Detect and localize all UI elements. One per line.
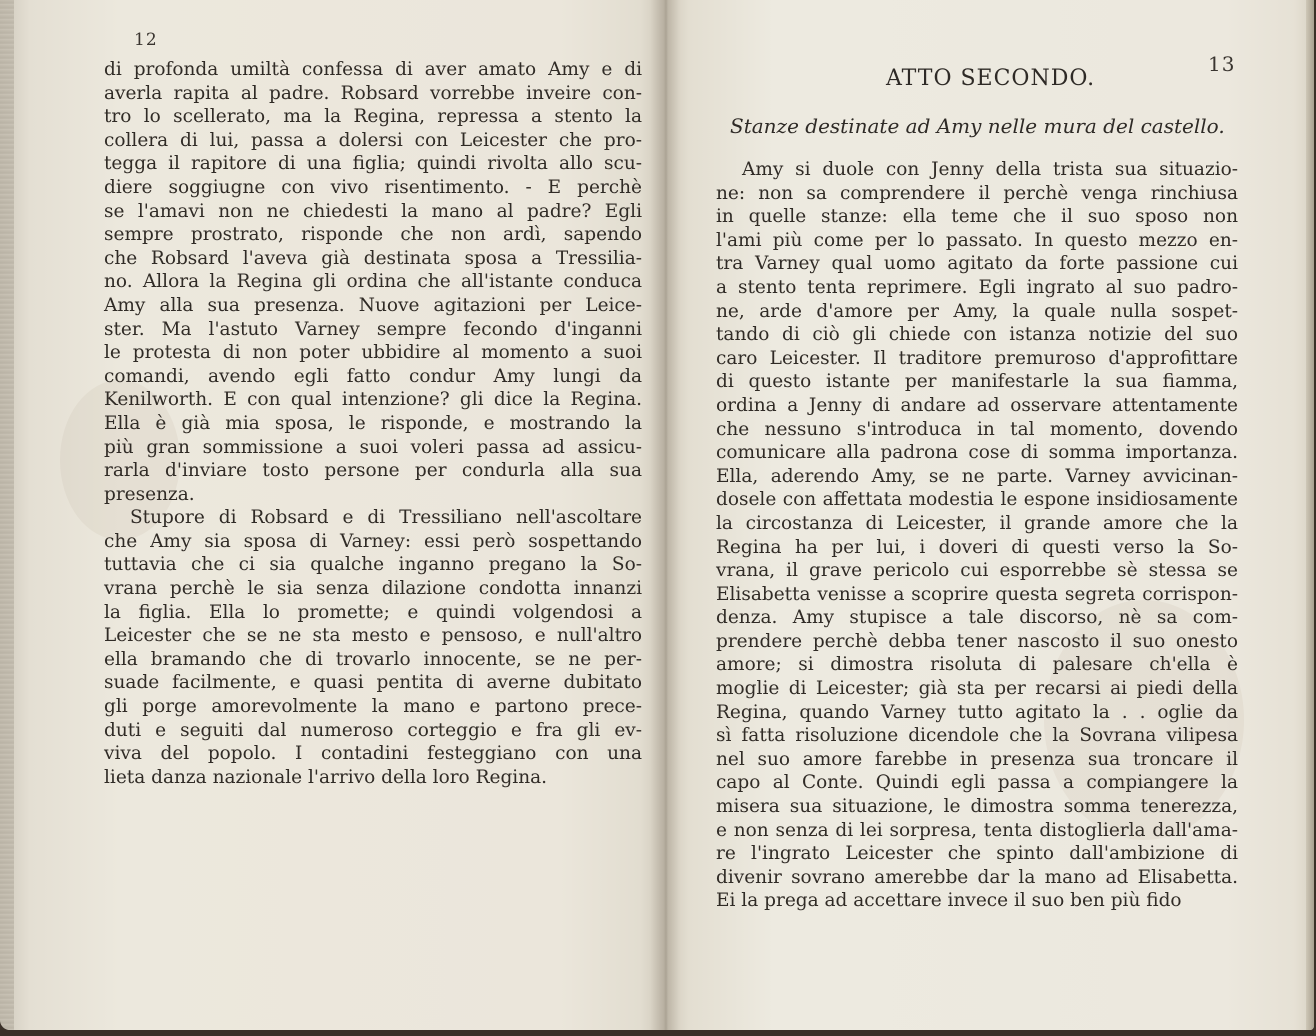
text-line: lieta danza nazionale l'arrivo della loro Regina. [104,766,548,788]
text-line: rarla d'inviare tosto persone per condurla alla sua [104,460,642,482]
right-page-text [716,158,1238,913]
text-line: ordina a Jenny di andare ad osservare attentamente [716,394,1238,416]
text-line: duti e seguiti dal numeroso corteggio e fra gli ev- [104,719,642,741]
text-line: viva del popolo. I contadini festeggiano con una [104,743,642,765]
text-line: ella bramando che di trovarlo innocente, se ne per- [104,648,642,670]
text-line: tando di ciò gli chiede con istanza notizie del suo [716,324,1238,346]
text-line: tuttavia che ci sia qualche inganno pregano la So- [104,554,642,576]
text-line: gli porge amorevolmente la mano e partono prece- [104,696,642,718]
text-line: la circostanza di Leicester, il grande amore che la [716,512,1238,534]
page-edges-left [0,0,14,1030]
text-line: sì fatta risoluzione dicendole che la Sovrana vilipesa [716,725,1238,747]
text-line: diere soggiugne con vivo risentimento. - E perchè [104,176,642,198]
page-number-left: 12 [134,30,158,50]
text-line: Kenilworth. E con qual intenzione? gli dice la Regina. [104,389,642,411]
text-line: Stupore di Robsard e di Tressiliano nell'ascoltare [130,507,642,529]
text-line: Amy si duole con Jenny della trista sua situazio- [742,159,1238,180]
text-line: sempre prostrato, risponde che non ardì, sapendo [104,224,642,246]
text-line: capo al Conte. Quindi egli passa a compiangere la [716,772,1238,794]
text-line: Leicester che se ne sta mesto e pensoso, e null'altro [104,625,642,647]
text-line: tegga il rapitore di una figlia; quindi rivolta allo scu- [104,153,642,175]
text-line: Amy alla sua presenza. Nuove agitazioni per Leice- [104,294,642,316]
text-line: prendere perchè debba tener nascosto il suo onesto [716,630,1238,652]
text-line: Ella, aderendo Amy, se ne parte. Varney avvicinan- [716,465,1238,487]
text-line: Regina, quando Varney tutto agitato la . . oglie da [716,701,1238,723]
text-line: se l'amavi non ne chiedesti la mano al padre? Egli [104,200,642,222]
text-line: che Robsard l'aveva già destinata sposa a Tressilia- [104,247,642,269]
text-line: più gran sommissione a suoi voleri passa ad assicu- [104,436,642,458]
page-edges-right [1306,0,1314,1030]
text-line: di profonda umiltà confessa di aver amato Amy e di [104,59,642,80]
text-line: Elisabetta venisse a scoprire questa segreta corrispon- [716,583,1238,605]
paragraph [104,58,642,506]
text-line: comunicare alla padrona cose di somma importanza. [716,442,1238,464]
text-line: divenir sovrano amerebbe dar la mano ad Elisabetta. [716,866,1238,888]
page-number-right: 13 [1208,52,1236,76]
text-line: amore; si dimostra risoluta di palesare ch'ella è [716,654,1238,676]
text-line: vrana perchè le sia senza dilazione condotta innanzi [104,578,642,600]
act-title: ATTO SECONDO. [886,66,1096,91]
text-line: che Amy sia sposa di Varney: essi però sospettando [104,530,642,552]
text-line: re l'ingrato Leicester che spinto dall'ambizione di [716,843,1238,865]
text-line: la figlia. Ella lo promette; e quindi volgendosi a [104,601,642,623]
paragraph [104,506,642,789]
text-line: caro Leicester. Il traditore premuroso d'approfittare [716,347,1238,369]
text-line: ne, arde d'amore per Amy, la quale nulla sospet- [716,300,1238,322]
text-line: che nessuno s'introduca in tal momento, dovendo [716,418,1238,440]
text-line: denza. Amy stupisce a tale discorso, nè sa com- [716,607,1238,629]
text-line: moglie di Leicester; già sta per recarsi ai piedi della [716,678,1238,700]
text-line: Ei la prega ad accettare invece il suo ben più fido [716,890,1182,912]
text-line: tra Varney qual uomo agitato da forte passione cui [716,253,1238,275]
text-line: collera di lui, passa a dolersi con Leicester che pro- [104,129,642,151]
text-line: misera sua situazione, le dimostra somma tenerezza, [716,796,1238,818]
right-page [664,0,1314,1030]
text-line: vrana, il grave pericolo cui esporrebbe sè stessa se [716,560,1238,582]
text-line: comandi, avendo egli fatto condur Amy lungi da [104,365,642,387]
paragraph [716,158,1238,913]
text-line: ster. Ma l'astuto Varney sempre fecondo d'inganni [104,318,642,340]
text-line: no. Allora la Regina gli ordina che all'istante conduca [104,271,642,293]
text-line: ne: non sa comprendere il perchè venga rinchiusa [716,182,1238,204]
text-line: averla rapita al padre. Robsard vorrebbe inveire con- [104,82,642,104]
scene-subtitle: Stanze destinate ad Amy nelle mura del castello. [730,114,1225,138]
text-line: le protesta di non poter ubbidire al momento a suoi [104,342,642,364]
text-line: suade facilmente, e quasi pentita di averne dubitato [104,672,642,694]
text-line: a stento tenta reprimere. Egli ingrato al suo padro- [716,276,1238,298]
text-line: Ella è già mia sposa, le risponde, e mostrando la [104,412,642,434]
text-line: e non senza di lei sorpresa, tenta distoglierla dall'ama- [716,819,1238,841]
text-line: Regina ha per lui, i doveri di questi verso la So- [716,536,1238,558]
text-line: tro lo scellerato, ma la Regina, repressa a stento la [104,106,642,128]
text-line: l'ami più come per lo passato. In questo mezzo en- [716,229,1238,251]
left-page-text [104,58,642,789]
text-line: in quelle stanze: ella teme che il suo sposo non [716,206,1238,228]
text-line: di questo istante per manifestarle la sua fiamma, [716,371,1238,393]
text-line: dosele con affettata modestia le espone insidiosamente [716,489,1238,511]
text-line: presenza. [104,483,195,505]
text-line: nel suo amore farebbe in presenza sua troncare il [716,748,1238,770]
